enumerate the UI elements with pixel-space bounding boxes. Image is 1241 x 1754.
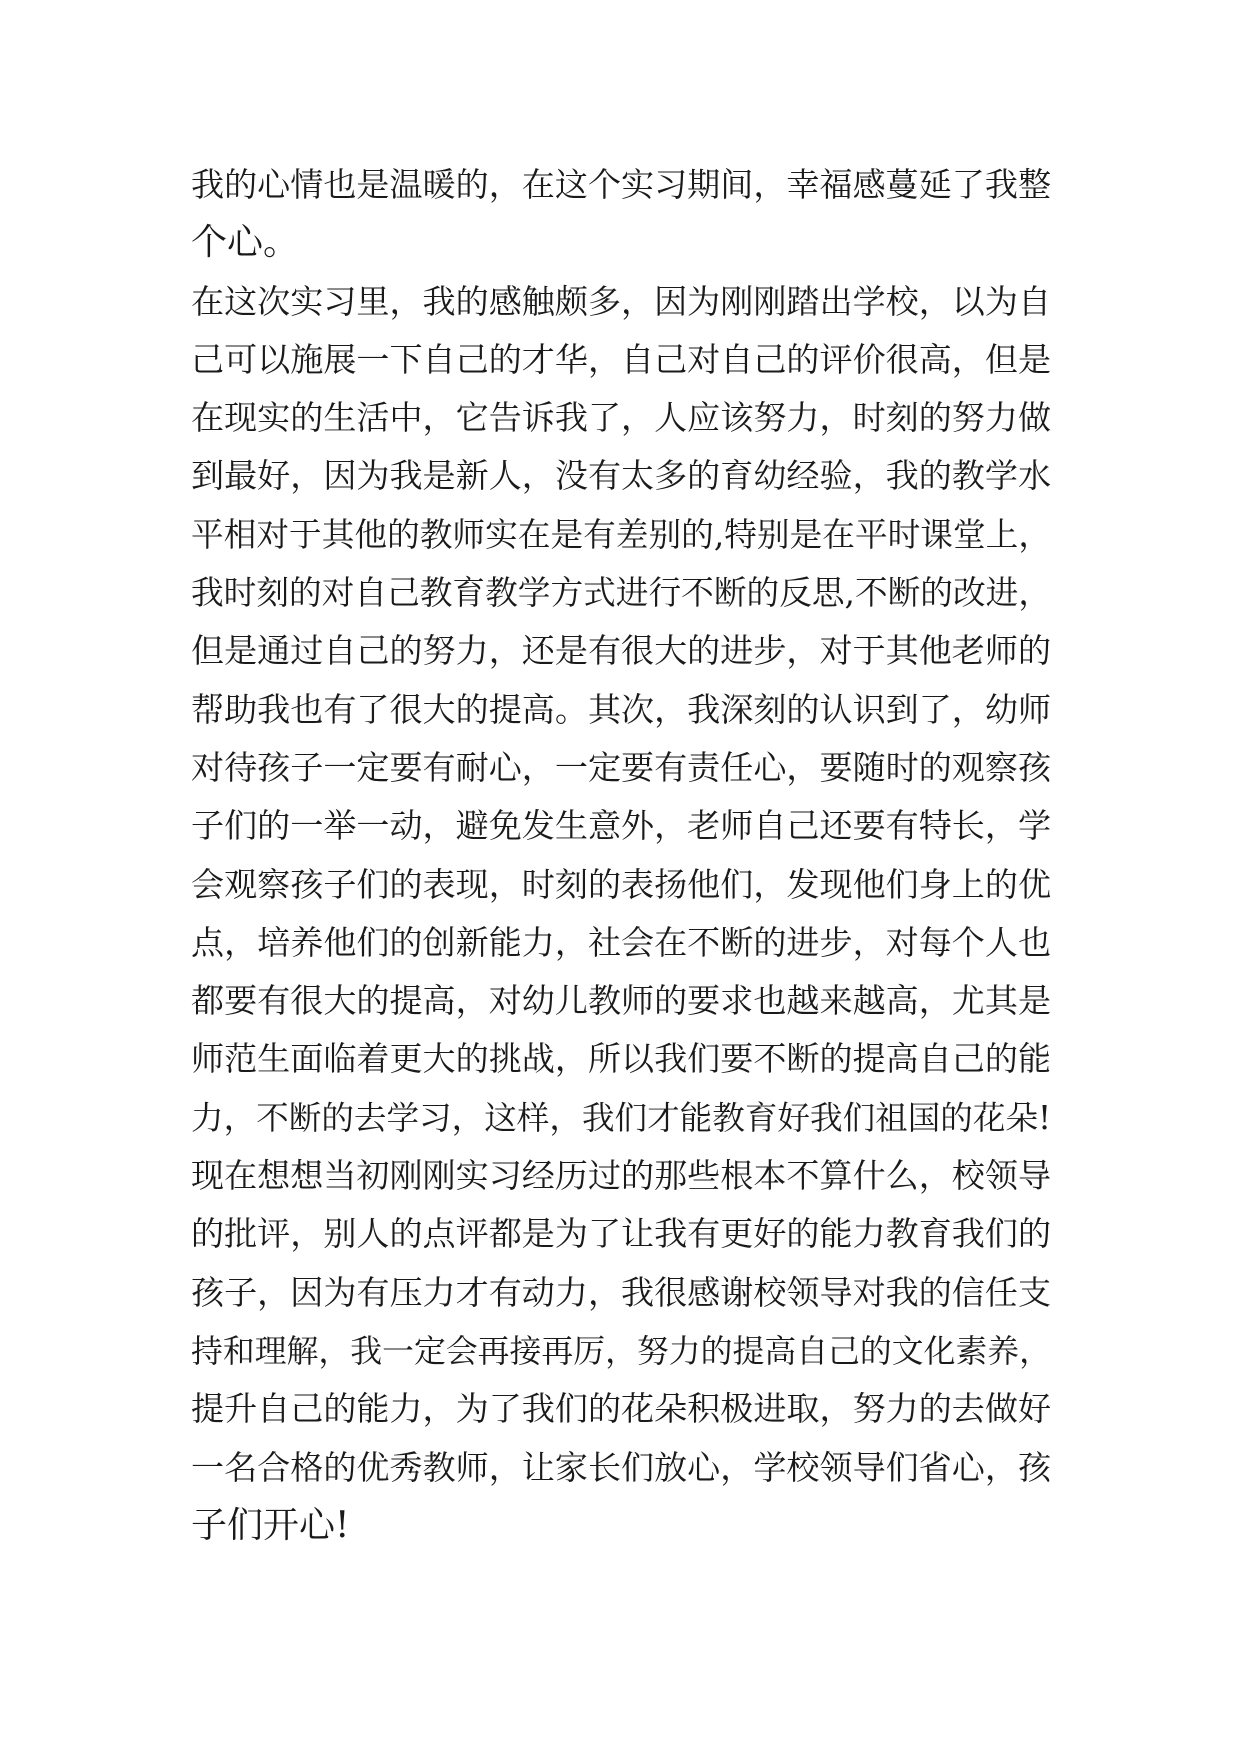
text-line: 我的心情也是温暖的，在这个实习期间，幸福感蔓延了我整 xyxy=(191,165,1052,204)
text-line: 都要有很大的提高，对幼儿教师的要求也越来越高，尤其是 xyxy=(191,981,1052,1021)
text-line: 在现实的生活中，它告诉我了，人应该努力，时刻的努力做 xyxy=(191,398,1052,438)
text-line: 平相对于其他的教师实在是有差别的,特别是在平时课堂上， xyxy=(191,515,1051,554)
text-line: 子们的一举一动，避免发生意外，老师自己还要有特长，学 xyxy=(191,806,1052,846)
body-text xyxy=(191,156,1051,1555)
text-line: 点，培养他们的创新能力，社会在不断的进步，对每个人也 xyxy=(191,922,1052,962)
text-line: 提升自己的能力，为了我们的花朵积极进取，努力的去做好 xyxy=(191,1389,1052,1429)
text-line: 的批评，别人的点评都是为了让我有更好的能力教育我们的 xyxy=(191,1214,1052,1254)
text-line: 现在想想当初刚刚实习经历过的那些根本不算什么，校领导 xyxy=(191,1156,1052,1196)
text-line: 对待孩子一定要有耐心，一定要有责任心，要随时的观察孩 xyxy=(191,747,1052,787)
text-line: 己可以施展一下自己的才华，自己对自己的评价很高，但是 xyxy=(191,339,1052,379)
text-line: 孩子，因为有压力才有动力，我很感谢校领导对我的信任支 xyxy=(191,1272,1052,1312)
text-line: 但是通过自己的努力，还是有很大的进步，对于其他老师的 xyxy=(191,631,1052,671)
text-line: 我时刻的对自己教育教学方式进行不断的反思,不断的改进， xyxy=(191,574,1051,613)
text-line: 到最好，因为我是新人，没有太多的育幼经验，我的教学水 xyxy=(191,456,1052,496)
text-line: 持和理解，我一定会再接再厉，努力的提高自己的文化素养， xyxy=(191,1331,1051,1370)
text-line: 子们开心! xyxy=(191,1504,350,1546)
text-line: 会观察孩子们的表现，时刻的表扬他们，发现他们身上的优 xyxy=(191,864,1052,904)
text-line: 师范生面临着更大的挑战，所以我们要不断的提高自己的能 xyxy=(191,1039,1052,1079)
text-line: 帮助我也有了很大的提高。其次，我深刻的认识到了，幼师 xyxy=(191,689,1052,729)
text-line: 一名合格的优秀教师，让家长们放心，学校领导们省心，孩 xyxy=(191,1447,1052,1487)
text-line: 力，不断的去学习，这样，我们才能教育好我们祖国的花朵! xyxy=(191,1098,1052,1137)
text-line: 个心。 xyxy=(191,222,300,264)
text-line: 在这次实习里，我的感触颇多，因为刚刚踏出学校，以为自 xyxy=(191,281,1052,321)
